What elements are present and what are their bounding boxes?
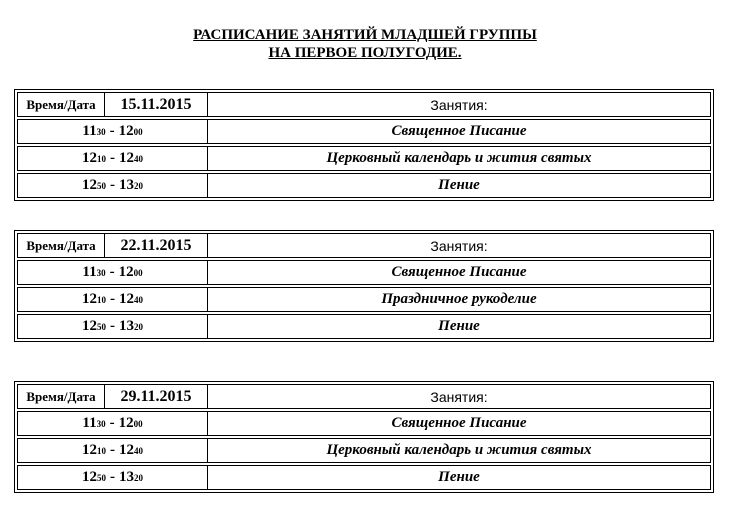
lesson-time: 11 30 - 12 00 [18,261,208,284]
lessons-header: Занятия: [430,388,488,405]
lesson-row [17,146,711,171]
lesson-row [17,411,711,436]
start-hour: 12 [82,177,97,193]
lesson-time: 12 50 - 13 20 [18,174,208,197]
schedule-date: 29.11.2015 [105,385,208,408]
start-hour: 12 [82,291,97,307]
lesson-row [17,438,711,463]
lesson-row [17,260,711,285]
page-title [0,26,730,62]
lesson-time: 11 30 - 12 00 [18,412,208,435]
lesson-row [17,173,711,198]
lesson-row [17,465,711,490]
lesson-subject: Праздничное рукоделие [381,291,537,307]
end-hour: 12 [118,415,134,431]
schedule-table-3 [14,381,714,493]
schedule-header-row [17,384,711,409]
end-hour: 12 [119,150,134,166]
start-hour: 11 [82,123,97,139]
lesson-subject: Священное Писание [391,123,527,139]
lesson-time: 12 10 - 12 40 [18,147,208,170]
lesson-row [17,287,711,312]
title-line-2: НА ПЕРВОЕ ПОЛУГОДИЕ. [268,45,462,61]
start-hour: 12 [82,469,97,485]
end-hour: 13 [119,469,134,485]
end-hour: 12 [119,291,134,307]
schedule-table-1 [14,89,714,201]
lesson-subject: Церковный календарь и жития святых [326,442,592,458]
end-hour: 12 [119,442,134,458]
start-hour: 12 [82,150,97,166]
schedule-table-2 [14,230,714,342]
end-hour: 12 [118,123,134,139]
lesson-subject: Священное Писание [391,415,527,431]
time-date-header: Время/Дата [18,385,105,408]
start-hour: 12 [82,442,97,458]
lesson-subject: Священное Писание [391,264,527,280]
title-line-1: РАСПИСАНИЕ ЗАНЯТИЙ МЛАДШЕЙ ГРУППЫ [193,27,537,43]
lesson-subject: Пение [438,318,480,334]
end-hour: 13 [119,177,134,193]
lesson-time: 11 30 - 12 00 [18,120,208,143]
schedule-date: 15.11.2015 [105,93,208,116]
lesson-subject: Пение [438,177,480,193]
lesson-row [17,314,711,339]
lesson-subject: Пение [438,469,480,485]
lesson-time: 12 10 - 12 40 [18,288,208,311]
start-hour: 12 [82,318,97,334]
lessons-header: Занятия: [430,96,488,113]
end-hour: 12 [118,264,134,280]
end-hour: 13 [119,318,134,334]
lessons-header: Занятия: [430,237,488,254]
start-hour: 11 [82,415,97,431]
schedule-header-row [17,233,711,258]
lesson-subject: Церковный календарь и жития святых [326,150,592,166]
lesson-time: 12 50 - 13 20 [18,466,208,489]
schedule-date: 22.11.2015 [105,234,208,257]
lesson-time: 12 10 - 12 40 [18,439,208,462]
start-hour: 11 [82,264,97,280]
lesson-row [17,119,711,144]
time-date-header: Время/Дата [18,93,105,116]
time-date-header: Время/Дата [18,234,105,257]
lesson-time: 12 50 - 13 20 [18,315,208,338]
schedule-header-row [17,92,711,117]
